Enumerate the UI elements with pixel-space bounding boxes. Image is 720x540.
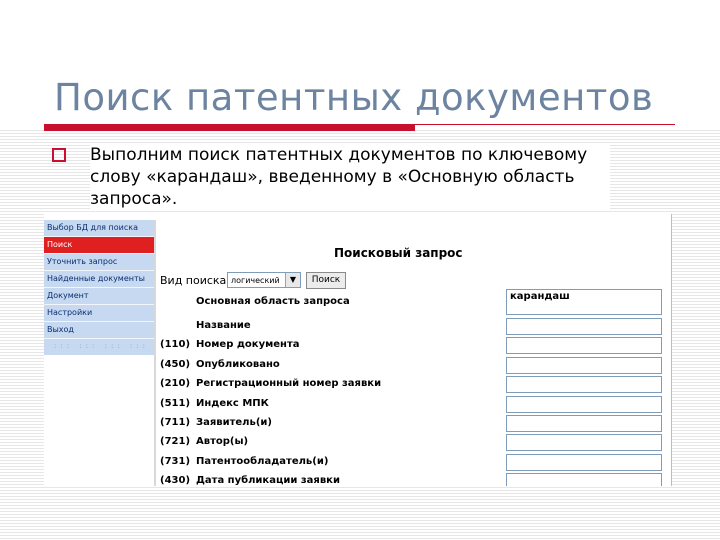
slide-title: Поиск патентных документов: [54, 76, 654, 119]
title-underline-accent: [44, 124, 415, 131]
sidebar-item-search[interactable]: Поиск: [44, 237, 154, 254]
sidebar-item-settings[interactable]: Настройки: [44, 305, 154, 322]
sidebar-item-document[interactable]: Документ: [44, 288, 154, 305]
field-input-110[interactable]: [506, 337, 662, 354]
search-type-select[interactable]: [227, 272, 301, 288]
field-code: (430): [160, 475, 191, 486]
sidebar: [44, 220, 154, 355]
dropdown-arrow-icon[interactable]: ▼: [285, 273, 300, 287]
field-input-511[interactable]: [506, 396, 662, 413]
field-label: Патентообладатель(и): [196, 456, 329, 467]
search-type-label: Вид поиска: [160, 274, 227, 287]
search-button[interactable]: Поиск: [306, 272, 346, 289]
name-input[interactable]: [506, 318, 662, 335]
field-label: Номер документа: [196, 339, 300, 350]
field-label: Регистрационный номер заявки: [196, 378, 382, 389]
form-title: Поисковый запрос: [334, 246, 463, 260]
field-code: (711): [160, 417, 191, 428]
field-code: (110): [160, 339, 191, 350]
sidebar-item-refine-query[interactable]: Уточнить запрос: [44, 254, 154, 271]
bullet-text: Выполним поиск патентных документов по ключевому слову «карандаш», введенному в «Основную область запроса».: [90, 144, 610, 210]
sidebar-decoration: ::: ::: ::: :::: [54, 342, 149, 350]
field-label: Дата публикации заявки: [196, 475, 340, 486]
field-input-711[interactable]: [506, 415, 662, 432]
field-input-731[interactable]: [506, 454, 662, 471]
field-label: Заявитель(и): [196, 417, 272, 428]
main-area-input[interactable]: карандаш: [506, 289, 662, 315]
field-label: Индекс МПК: [196, 398, 269, 409]
sidebar-item-found-documents[interactable]: Найденные документы: [44, 271, 154, 288]
sidebar-item-select-db[interactable]: Выбор БД для поиска: [44, 220, 154, 237]
field-input-210[interactable]: [506, 376, 662, 393]
search-app-screenshot: [44, 214, 672, 486]
field-code: (721): [160, 436, 191, 447]
sidebar-divider: [154, 220, 156, 486]
square-bullet-icon: [52, 148, 66, 162]
field-input-721[interactable]: [506, 434, 662, 451]
field-code: (511): [160, 398, 191, 409]
field-input-450[interactable]: [506, 357, 662, 374]
name-label: Название: [196, 320, 251, 331]
title-underline-thin: [415, 124, 675, 125]
field-label: Опубликовано: [196, 359, 280, 370]
search-type-value: логический: [231, 276, 280, 285]
field-code: (210): [160, 378, 191, 389]
field-code: (450): [160, 359, 191, 370]
main-area-label: Основная область запроса: [196, 296, 350, 307]
field-input-430[interactable]: [506, 473, 662, 486]
field-code: (731): [160, 456, 191, 467]
sidebar-item-exit[interactable]: Выход: [44, 322, 154, 339]
field-label: Автор(ы): [196, 436, 249, 447]
